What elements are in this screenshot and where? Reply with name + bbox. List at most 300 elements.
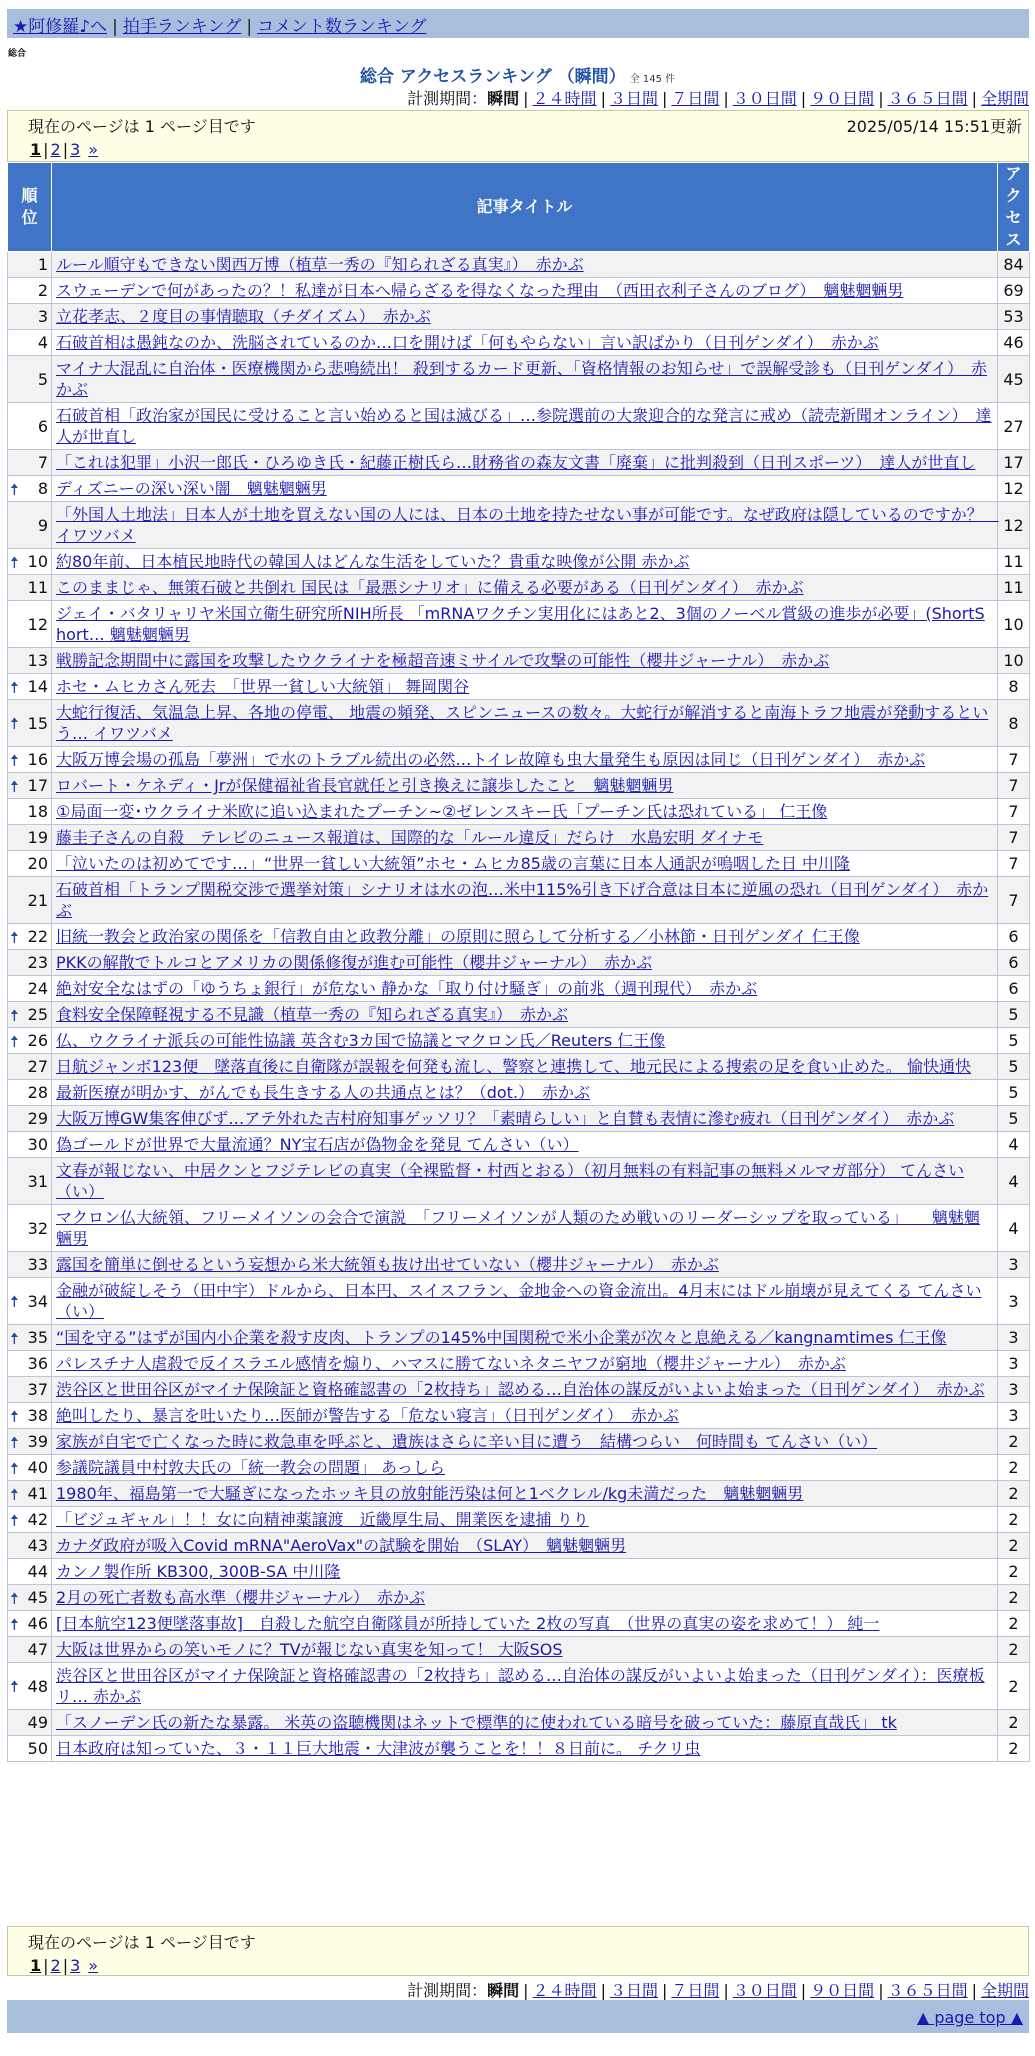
rank-number: 7	[37, 453, 48, 472]
title-cell	[52, 1028, 998, 1054]
table-row	[8, 304, 1030, 330]
article-link[interactable]: 「スノーデン氏の新たな暴露。 米英の盗聴機関はネットで標準的に使われている暗号を破っていた：藤原直哉氏」 tk	[56, 1713, 897, 1732]
article-link[interactable]: ロバート・ケネディ・Jrが保健福祉省長官就任と引き換えに譲歩したこと 魑魅魍魎男	[56, 776, 674, 795]
access-count: 2	[998, 1455, 1030, 1481]
access-count: 11	[998, 549, 1030, 575]
access-count: 3	[998, 1325, 1030, 1351]
rank-number: 14	[27, 677, 48, 696]
access-count: 45	[998, 356, 1030, 403]
rank-number: 33	[27, 1255, 48, 1274]
rank-cell	[8, 976, 52, 1002]
rank-cell	[8, 1559, 52, 1585]
rank-number: 27	[27, 1057, 48, 1076]
title-cell	[52, 1278, 998, 1325]
table-row	[8, 1106, 1030, 1132]
article-link[interactable]: スウェーデンで何があったの？！私達が日本へ帰らざるを得なくなった理由 （西田衣利子さんのブログ） 魑魅魍魎男	[56, 281, 904, 300]
table-row	[8, 1663, 1030, 1710]
title-cell	[52, 976, 998, 1002]
rank-number: 32	[27, 1218, 48, 1238]
up-arrow-icon: 🠅	[10, 714, 19, 733]
period-option-link[interactable]: ３０日間	[732, 89, 797, 108]
rank-cell	[8, 1710, 52, 1736]
table-row	[8, 601, 1030, 648]
period-label: 計測期間：	[407, 89, 488, 108]
rank-cell	[8, 549, 52, 575]
access-count: 5	[998, 1002, 1030, 1028]
article-link[interactable]: 大阪万博会場の孤島「夢洲」で水のトラブル続出の必然…トイレ故障も虫大量発生も原因は同じ（日刊ゲンダイ） 赤かぶ	[56, 750, 926, 769]
article-link[interactable]: カンノ製作所 KB300, 300B-SA 中川隆	[56, 1562, 341, 1581]
table-row	[8, 1429, 1030, 1455]
rank-number: 15	[27, 713, 48, 733]
article-link[interactable]: パレスチナ人虐殺で反イスラエル感情を煽り、ハマスに勝てないネタニヤフが窮地（櫻井ジャーナル） 赤かぶ	[56, 1354, 846, 1373]
rank-cell	[8, 1106, 52, 1132]
rank-number: 24	[27, 979, 48, 998]
up-arrow-icon: 🠅	[10, 1031, 19, 1051]
access-count: 6	[998, 976, 1030, 1002]
table-row	[8, 648, 1030, 674]
article-link[interactable]: ディズニーの深い深い闇 魑魅魍魎男	[56, 479, 327, 498]
title-cell	[52, 356, 998, 403]
rank-number: 38	[27, 1406, 48, 1425]
rank-number: 50	[27, 1739, 48, 1758]
period-option-link[interactable]: ３６５日間	[887, 89, 968, 108]
rank-number: 4	[37, 333, 48, 352]
period-separator: |	[523, 1981, 529, 2000]
access-count: 2	[998, 1533, 1030, 1559]
table-row	[8, 1455, 1030, 1481]
up-arrow-icon: 🠅	[10, 1292, 19, 1311]
article-link[interactable]: 食料安全保障軽視する不見識（植草一秀の『知られざる真実』） 赤かぶ	[56, 1005, 569, 1024]
period-label: 計測期間：	[407, 1981, 488, 2000]
up-arrow-icon: 🠅	[10, 927, 19, 947]
period-separator: |	[661, 89, 668, 108]
title-cell	[52, 304, 998, 330]
table-row	[8, 1611, 1030, 1637]
table-row	[8, 976, 1030, 1002]
article-link[interactable]: [日本航空123便墜落事故] 自殺した航空自衛隊員が所持していた 2枚の写真 （世界の真実の姿を求めて！） 純一	[56, 1614, 880, 1633]
table-row	[8, 330, 1030, 356]
article-link[interactable]: 大蛇行復活、気温急上昇、各地の停電、 地震の頻発、スピンニュースの数々。大蛇行が解消すると南海トラフ地震が発動するという… イワツバメ	[56, 703, 989, 743]
page-separator: |	[62, 1956, 69, 1975]
page-current: 1	[30, 1956, 42, 1975]
access-count: 5	[998, 1080, 1030, 1106]
period-option-link[interactable]: ３６５日間	[887, 1981, 968, 2000]
rank-number: 31	[27, 1171, 48, 1191]
title-cell	[52, 1002, 998, 1028]
article-link[interactable]: ジェイ・バタリャリヤ米国立衛生研究所NIH所長 「mRNAワクチン実用化にはあと2、3個のノーベル賞級の進歩が必要」(ShortShort… 魑魅魍魎男	[56, 604, 985, 644]
rank-number: 22	[27, 927, 48, 946]
article-link[interactable]: カナダ政府が吸入Covid mRNA"AeroVax"の試験を開始 （SLAY） 魑魅魍魎男	[56, 1536, 627, 1555]
article-link[interactable]: 旧統一教会と政治家の関係を「信教自由と政教分離」の原則に照らして分析する／小林節・日刊ゲンダイ 仁王像	[56, 927, 860, 946]
rank-number: 17	[27, 776, 48, 795]
title-header: 記事タイトル	[52, 163, 998, 252]
article-link[interactable]: 藤圭子さんの自殺 テレビのニュース報道は、国際的な「ルール違反」だらけ 水島宏明 ダイナモ	[56, 828, 764, 847]
table-row	[8, 674, 1030, 700]
article-link[interactable]: このままじゃ、無策石破と共倒れ 国民は「最悪シナリオ」に備える必要がある（日刊ゲンダイ） 赤かぶ	[56, 578, 804, 597]
period-separator: |	[600, 1981, 606, 2000]
up-arrow-icon: 🠅	[10, 479, 19, 499]
article-link[interactable]: PKKの解散でトルコとアメリカの関係修復が進む可能性（櫻井ジャーナル） 赤かぶ	[56, 953, 653, 972]
access-count: 46	[998, 330, 1030, 356]
next-page-link[interactable]: »	[88, 140, 99, 159]
page-link[interactable]: 3	[70, 1956, 81, 1975]
page-top-link[interactable]: ▲ page top ▲	[916, 2008, 1023, 2027]
article-link[interactable]: 仏、ウクライナ派兵の可能性協議 英含む3カ国で協議とマクロン氏／Reuters 仁王像	[56, 1031, 666, 1050]
rank-cell	[8, 1611, 52, 1637]
rank-cell	[8, 1455, 52, 1481]
access-count: 6	[998, 924, 1030, 950]
up-arrow-icon: 🠅	[10, 1677, 19, 1696]
rank-number: 12	[27, 614, 48, 634]
rank-cell	[8, 356, 52, 403]
table-row	[8, 799, 1030, 825]
title-cell	[52, 1710, 998, 1736]
rank-number: 6	[37, 416, 48, 436]
period-option-link[interactable]: ２４時間	[532, 89, 597, 108]
rank-cell	[8, 1403, 52, 1429]
title-cell	[52, 330, 998, 356]
table-row	[8, 1637, 1030, 1663]
table-row	[8, 278, 1030, 304]
rank-cell	[8, 450, 52, 476]
title-cell	[52, 1611, 998, 1637]
title-cell	[52, 575, 998, 601]
access-count: 2	[998, 1710, 1030, 1736]
article-link[interactable]: ルール順守もできない関西万博（植草一秀の『知られざる真実』） 赤かぶ	[56, 255, 584, 274]
article-link[interactable]: 大阪は世界からの笑いモノに？TVが報じない真実を知って！ 大阪SOS	[56, 1640, 563, 1659]
table-row	[8, 1132, 1030, 1158]
access-count: 11	[998, 575, 1030, 601]
title-cell	[52, 1377, 998, 1403]
period-separator: |	[723, 1981, 729, 2000]
period-option-link[interactable]: ２４時間	[532, 1981, 597, 2000]
period-selector-bottom	[407, 1978, 1029, 2001]
period-separator: |	[800, 89, 807, 108]
up-arrow-icon: 🠅	[10, 1328, 19, 1348]
article-link[interactable]: ホセ・ムヒカさん死去 「世界一貧しい大統領」 舞岡関谷	[56, 677, 470, 696]
period-separator: |	[523, 89, 529, 108]
pagination	[28, 140, 1008, 159]
access-count: 2	[998, 1585, 1030, 1611]
article-link[interactable]: 立花孝志、２度目の事情聴取（チダイズム） 赤かぶ	[56, 307, 431, 326]
rank-number: 2	[37, 281, 48, 300]
rank-cell	[8, 1637, 52, 1663]
next-page-link[interactable]: »	[88, 1956, 99, 1975]
table-row	[8, 1507, 1030, 1533]
article-link[interactable]: 「外国人土地法」日本人が土地を買えない国の人には、日本の土地を持たせない事が可能です。なぜ政府は隠しているのですか？ イワツバメ	[56, 505, 999, 545]
article-link[interactable]: 日本政府は知っていた、３・１１巨大地震・大津波が襲うことを！！８日前に。 チクリ虫	[56, 1739, 701, 1758]
article-link[interactable]: 石破首相「トランプ関税交渉で選挙対策」シナリオは水の泡…米中115%引き下げ合意は日本に逆風の恐れ（日刊ゲンダイ） 赤かぶ	[56, 880, 989, 920]
access-count: 84	[998, 252, 1030, 278]
rank-cell	[8, 330, 52, 356]
rank-cell	[8, 1481, 52, 1507]
up-arrow-icon: 🠅	[10, 750, 19, 770]
rank-cell	[8, 648, 52, 674]
access-count: 2	[998, 1481, 1030, 1507]
rank-cell	[8, 1080, 52, 1106]
article-link[interactable]: 日航ジャンボ123便 墜落直後に自衛隊が誤報を何発も流し、警察と連携して、地元民による捜索の足を食い止めた。 愉快通快	[56, 1057, 971, 1076]
home-link[interactable]: ★阿修羅♪へ	[13, 17, 108, 37]
article-link[interactable]: 戦勝記念期間中に露国を攻撃したウクライナを極超音速ミサイルで攻撃の可能性（櫻井ジャーナル） 赤かぶ	[56, 651, 830, 670]
rank-number: 26	[27, 1031, 48, 1050]
updated-timestamp: 2025/05/14 15:51更新	[846, 117, 1022, 136]
table-row	[8, 1481, 1030, 1507]
access-count: 7	[998, 799, 1030, 825]
period-separator: |	[661, 1981, 668, 2000]
article-link[interactable]: 約80年前、日本植民地時代の韓国人はどんな生活をしていた？貴重な映像が公開 赤かぶ	[56, 552, 690, 571]
table-row	[8, 575, 1030, 601]
rank-cell	[8, 278, 52, 304]
rank-cell	[8, 825, 52, 851]
title-cell	[52, 1132, 998, 1158]
rank-cell	[8, 575, 52, 601]
up-arrow-icon: 🠅	[10, 1484, 19, 1504]
rank-cell	[8, 476, 52, 502]
period-option-link[interactable]: ７日間	[671, 89, 720, 108]
table-row	[8, 549, 1030, 575]
up-arrow-icon: 🠅	[10, 776, 19, 796]
period-option-link[interactable]: ３０日間	[732, 1981, 797, 2000]
up-arrow-icon: 🠅	[10, 1588, 19, 1608]
table-row	[8, 950, 1030, 976]
rank-number: 19	[27, 828, 48, 847]
rank-number: 47	[27, 1640, 48, 1659]
title-cell	[52, 950, 998, 976]
period-option-link[interactable]: ３日間	[609, 1981, 658, 2000]
rank-number: 1	[37, 255, 48, 274]
table-row	[8, 877, 1030, 924]
rank-number: 23	[27, 953, 48, 972]
access-count: 17	[998, 450, 1030, 476]
title-cell	[52, 674, 998, 700]
page-separator: |	[43, 1956, 49, 1975]
rank-number: 11	[27, 578, 48, 597]
article-link[interactable]: “国を守る”はずが国内小企業を殺す皮肉、トランプの145%中国関税で米小企業が次々と息絶える／kangnamtimes 仁王像	[56, 1328, 947, 1347]
period-option-link[interactable]: 全期間	[980, 89, 1029, 108]
access-count: 4	[998, 1205, 1030, 1252]
rank-cell	[8, 403, 52, 450]
table-row	[8, 1377, 1030, 1403]
title-cell	[52, 799, 998, 825]
rank-cell	[8, 1507, 52, 1533]
access-count: 69	[998, 278, 1030, 304]
access-count: 10	[998, 601, 1030, 648]
article-link[interactable]: 「これは犯罪」小沢一郎氏・ひろゆき氏・紀藤正樹氏ら…財務省の森友文書「廃棄」に批判殺到（日刊スポーツ） 達人が世直し	[56, 453, 976, 472]
article-link[interactable]: 絶対安全なはずの「ゆうちょ銀行」が危ない 静かな「取り付け騒ぎ」の前兆（週刊現代） 赤かぶ	[56, 979, 758, 998]
article-link[interactable]: 2月の死亡者数も高水準（櫻井ジャーナル） 赤かぶ	[56, 1588, 426, 1607]
rank-number: 45	[27, 1588, 48, 1607]
page-current: 1	[30, 140, 42, 159]
period-option-link[interactable]: ３日間	[609, 89, 658, 108]
title-cell	[52, 1429, 998, 1455]
table-row	[8, 1278, 1030, 1325]
article-link[interactable]: ①局面一変･ウクライナ米欧に追い込まれたプーチン~②ゼレンスキー氏「プーチン氏は恐れている」 仁王像	[56, 802, 828, 821]
table-row	[8, 1002, 1030, 1028]
article-link[interactable]: 大阪万博GW集客伸びず…アテ外れた吉村府知事ゲッソリ？「素晴らしい」と自賛も表情に滲む疲れ（日刊ゲンダイ） 赤かぶ	[56, 1109, 955, 1128]
current-page-text: 現在のページは 1 ページ目です	[28, 1933, 256, 1952]
page-title-text: 総合 アクセスランキング （瞬間）	[359, 67, 626, 87]
title-cell	[52, 1533, 998, 1559]
rank-number: 34	[27, 1291, 48, 1311]
article-link[interactable]: 最新医療が明かす、がんでも長生きする人の共通点とは？（dot.） 赤かぶ	[56, 1083, 591, 1102]
table-row	[8, 1252, 1030, 1278]
up-arrow-icon: 🠅	[10, 1614, 19, 1634]
rank-number: 8	[37, 479, 48, 498]
up-arrow-icon: 🠅	[10, 677, 19, 697]
up-arrow-icon: 🠅	[10, 1406, 19, 1426]
page-link[interactable]: 2	[50, 1956, 61, 1975]
pagination	[28, 1956, 1008, 1975]
rank-cell	[8, 674, 52, 700]
access-count: 53	[998, 304, 1030, 330]
rank-cell	[8, 700, 52, 747]
access-count: 2	[998, 1507, 1030, 1533]
article-link[interactable]: 家族が自宅で亡くなった時に救急車を呼ぶと、遺族はさらに辛い目に遭う 結構つらい 何時間も てんさい（い）	[56, 1432, 878, 1451]
table-row	[8, 1736, 1030, 1762]
title-cell	[52, 1054, 998, 1080]
period-separator: |	[600, 89, 606, 108]
rank-cell	[8, 304, 52, 330]
article-link[interactable]: 露国を簡単に倒せるという妄想から米大統領も抜け出せていない（櫻井ジャーナル） 赤かぶ	[56, 1255, 719, 1274]
article-link[interactable]: 渋谷区と世田谷区がマイナ保険証と資格確認書の「2枚持ち」認める…自治体の謀反がいよいよ始まった（日刊ゲンダイ） 赤かぶ	[56, 1380, 985, 1399]
article-link[interactable]: 金融が破綻しそう（田中宇）ドルから、日本円、スイスフラン、金地金への資金流出。4月末にはドル崩壊が見えてくる てんさい（い）	[56, 1281, 982, 1321]
access-count: 3	[998, 1403, 1030, 1429]
title-cell	[52, 252, 998, 278]
rank-cell	[8, 502, 52, 549]
rank-cell	[8, 1054, 52, 1080]
table-header-row	[8, 163, 1030, 252]
rank-number: 28	[27, 1083, 48, 1102]
up-arrow-icon: 🠅	[10, 1510, 19, 1530]
up-arrow-icon: 🠅	[10, 1005, 19, 1025]
table-row	[8, 1710, 1030, 1736]
paging-box-bottom	[7, 1926, 1029, 1976]
article-link[interactable]: 石破首相は愚鈍なのか、洗脳されているのか…口を開けば「何もやらない」言い訳ばかり（日刊ゲンダイ） 赤かぶ	[56, 333, 879, 352]
nav-separator: |	[112, 17, 118, 37]
period-option-link[interactable]: ９０日間	[810, 1981, 875, 2000]
rank-number: 35	[27, 1328, 48, 1347]
paging-box-top	[7, 110, 1029, 162]
access-count: 8	[998, 674, 1030, 700]
period-option-link[interactable]: ９０日間	[810, 89, 875, 108]
access-count: 8	[998, 700, 1030, 747]
rank-number: 39	[27, 1432, 48, 1451]
title-cell	[52, 825, 998, 851]
title-cell	[52, 450, 998, 476]
rank-number: 44	[27, 1562, 48, 1581]
article-link[interactable]: 偽ゴールドが世界で大量流通？NY宝石店が偽物金を発見 てんさい（い）	[56, 1135, 579, 1154]
rank-cell	[8, 1028, 52, 1054]
access-count: 3	[998, 1252, 1030, 1278]
rank-number: 37	[27, 1380, 48, 1399]
total-count: 全 145 件	[629, 74, 676, 85]
period-option-link[interactable]: 全期間	[980, 1981, 1029, 2000]
title-cell	[52, 747, 998, 773]
access-count: 6	[998, 950, 1030, 976]
rank-number: 18	[27, 802, 48, 821]
access-count: 3	[998, 1377, 1030, 1403]
access-count: 2	[998, 1559, 1030, 1585]
section-label: 総合	[8, 49, 27, 59]
access-count: 2	[998, 1611, 1030, 1637]
rank-cell	[8, 877, 52, 924]
period-separator: |	[723, 89, 729, 108]
title-cell	[52, 1252, 998, 1278]
page-link[interactable]: 3	[70, 140, 81, 159]
current-page-text: 現在のページは 1 ページ目です	[28, 117, 256, 136]
rank-cell	[8, 799, 52, 825]
title-cell	[52, 1663, 998, 1710]
access-count: 12	[998, 476, 1030, 502]
rank-number: 9	[37, 515, 48, 535]
rank-number: 43	[27, 1536, 48, 1555]
rank-cell	[8, 924, 52, 950]
period-separator: |	[971, 89, 977, 108]
table-row	[8, 1158, 1030, 1205]
period-separator: |	[878, 89, 884, 108]
title-cell	[52, 549, 998, 575]
table-row	[8, 1325, 1030, 1351]
table-row	[8, 924, 1030, 950]
title-cell	[52, 700, 998, 747]
access-count: 7	[998, 825, 1030, 851]
access-count: 2	[998, 1736, 1030, 1762]
article-link[interactable]: マイナ大混乱に自治体・医療機関から悲鳴続出！ 殺到するカード更新、「資格情報のお知らせ」で誤解受診も（日刊ゲンダイ） 赤かぶ	[56, 359, 988, 399]
access-count: 7	[998, 877, 1030, 924]
period-separator: |	[971, 1981, 977, 2000]
article-link[interactable]: 絶叫したり、暴言を吐いたり…医師が警告する「危ない寝言」（日刊ゲンダイ） 赤かぶ	[56, 1406, 679, 1425]
article-link[interactable]: マクロン仏大統領、フリーメイソンの会合で演説 「フリーメイソンが人類のため戦いのリーダーシップを取っている」 魑魅魍魎男	[56, 1208, 980, 1248]
article-link[interactable]: 参議院議員中村敦夫氏の「統一教会の問題」 あっしら	[56, 1458, 445, 1477]
rank-cell	[8, 1533, 52, 1559]
period-option-link[interactable]: ７日間	[671, 1981, 720, 2000]
article-link[interactable]: 渋谷区と世田谷区がマイナ保険証と資格確認書の「2枚持ち」認める…自治体の謀反がいよいよ始まった（日刊ゲンダイ）：医療板リ… 赤かぶ	[56, 1666, 985, 1706]
table-row	[8, 1351, 1030, 1377]
access-count: 3	[998, 1278, 1030, 1325]
period-separator: |	[800, 1981, 807, 2000]
table-row	[8, 1028, 1030, 1054]
up-arrow-icon: 🠅	[10, 552, 19, 572]
article-link[interactable]: 文春が報じない、中居クンとフジテレビの真実（全裸監督・村西とおる）（初月無料の有料記事の無料メルマガ部分） てんさい（い）	[56, 1161, 965, 1201]
article-link[interactable]: 石破首相「政治家が国民に受けること言い始めると国は滅びる」…参院選前の大衆迎合的な発言に戒め（読売新聞オンライン） 達人が世直し	[56, 406, 992, 446]
title-cell	[52, 1205, 998, 1252]
page-link[interactable]: 2	[50, 140, 61, 159]
title-cell	[52, 1325, 998, 1351]
access-count: 12	[998, 502, 1030, 549]
rank-cell	[8, 851, 52, 877]
table-row	[8, 700, 1030, 747]
rank-cell	[8, 747, 52, 773]
table-row	[8, 1559, 1030, 1585]
rank-number: 30	[27, 1135, 48, 1154]
comment-ranking-link[interactable]: コメント数ランキング	[257, 17, 427, 37]
rank-cell	[8, 950, 52, 976]
article-link[interactable]: 「ビジュギャル」！！女に向精神薬譲渡 近畿厚生局、開業医を逮捕 りり	[56, 1510, 589, 1529]
table-row	[8, 252, 1030, 278]
title-cell	[52, 1736, 998, 1762]
rank-cell	[8, 252, 52, 278]
article-link[interactable]: 1980年、福島第一で大騒ぎになったホッキ貝の放射能汚染は何と1ベクレル/kg未満だった 魑魅魍魎男	[56, 1484, 804, 1503]
rank-cell	[8, 601, 52, 648]
table-row	[8, 773, 1030, 799]
title-cell	[52, 601, 998, 648]
rank-cell	[8, 1429, 52, 1455]
clap-ranking-link[interactable]: 拍手ランキング	[122, 17, 242, 37]
title-cell	[52, 877, 998, 924]
rank-number: 46	[27, 1614, 48, 1633]
article-link[interactable]: 「泣いたのは初めてです…」“世界一貧しい大統領”ホセ・ムヒカ85歳の言葉に日本人通訳が嗚咽した日 中川隆	[56, 854, 851, 873]
rank-cell	[8, 1663, 52, 1710]
